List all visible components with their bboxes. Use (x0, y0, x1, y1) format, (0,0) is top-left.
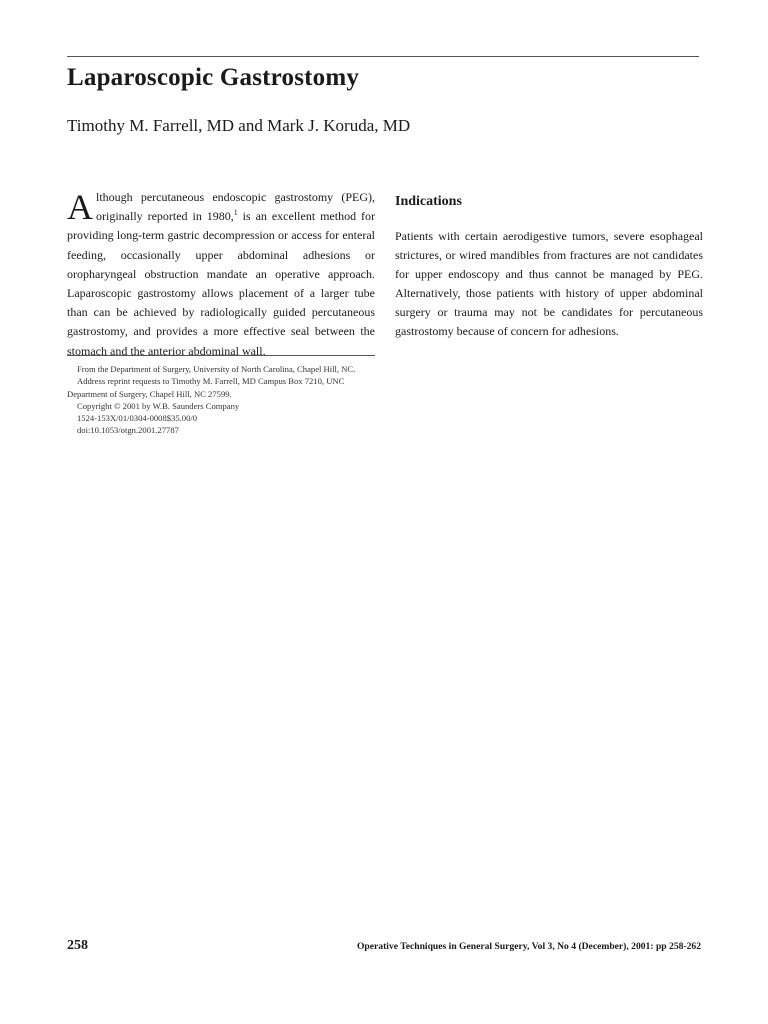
footnotes (67, 363, 377, 437)
intro-text-start: lthough percutaneous endoscopic gastrostomy (PEG), originally reported in 1980, (96, 190, 375, 224)
reference-superscript[interactable]: 1 (233, 208, 238, 218)
intro-paragraph (67, 188, 375, 361)
intro-text-rest: is an excellent method for providing long-term gastric decompression or access for enteral feeding, occasionally upper abdominal adhesions or oropharyngeal obstruction mandate an operative approach. Laparoscopic gastrostomy allows placement of a larger tube than can be achieved by radiologically guided percutaneous gastrostomy, and provides a more effective seal between the stomach and the anterior abdominal wall. (67, 209, 375, 358)
indications-section (395, 194, 703, 341)
article-authors: Timothy M. Farrell, MD and Mark J. Koruda, MD (67, 116, 411, 135)
drop-cap: A (67, 187, 93, 227)
indications-body: Patients with certain aerodigestive tumors, severe esophageal strictures, or wired mandibles from fractures are not candidates for upper endoscopy and thus cannot be managed by PEG. Alternatively, those patients with history of upper abdominal surgery or trauma may not be candidates for percutaneous gastrostomy because of concern for adhesions. (395, 229, 703, 338)
footnote-department: From the Department of Surgery, University of North Carolina, Chapel Hill, NC. (77, 364, 356, 374)
top-rule (67, 56, 699, 57)
footnote-doi: doi:10.1053/otgn.2001.27787 (77, 425, 179, 436)
article-title: Laparoscopic Gastrostomy (67, 64, 360, 91)
footnote-reprint: Address reprint requests to Timothy M. Farrell, MD Campus Box 7210, UNC Department of Surgery, Chapel Hill, NC 27599. (67, 376, 345, 399)
journal-citation: Operative Techniques in General Surgery, Vol 3, No 4 (December), 2001: pp 258-262 (356, 941, 701, 952)
footnote-rule (67, 355, 375, 356)
indications-heading: Indications (395, 194, 462, 209)
footnote-copyright: Copyright © 2001 by W.B. Saunders Company (77, 400, 240, 411)
footnote-issn: 1524-153X/01/0304-0008$35.00/0 (77, 413, 198, 424)
page-number: 258 (67, 938, 88, 953)
